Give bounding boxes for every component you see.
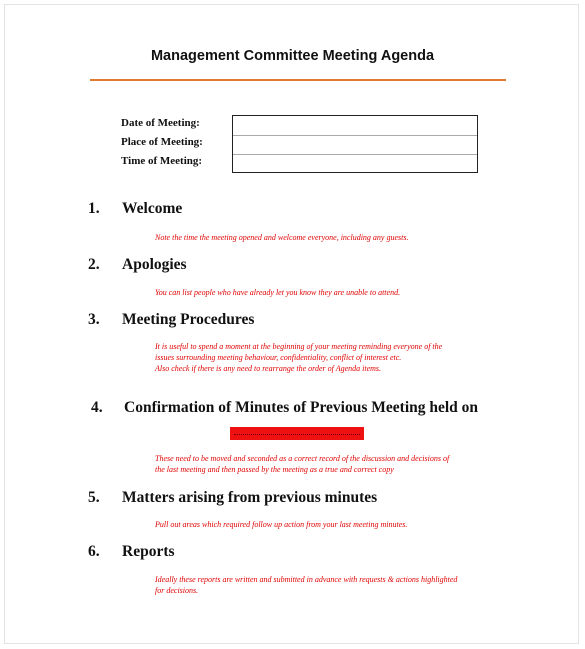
section-3-note [155, 341, 442, 374]
place-of-meeting-field[interactable] [233, 135, 477, 154]
section-2-number: 2. [88, 256, 100, 273]
section-5-title: Matters arising from previous minutes [122, 489, 378, 506]
section-6-title: Reports [122, 543, 175, 560]
section-4-number: 4. [91, 399, 103, 416]
section-6-note [155, 574, 457, 596]
section-3-note-line: Also check if there is any need to rearrange the order of Agenda items. [155, 364, 382, 373]
meeting-date-highlight-field[interactable] [230, 427, 364, 440]
place-of-meeting-label: Place of Meeting: [121, 136, 203, 148]
section-1-note [155, 232, 408, 243]
section-4-note [155, 453, 449, 475]
section-5-note-line: Pull out areas which required follow up action from your last meeting minutes. [155, 520, 408, 529]
document-title: Management Committee Meeting Agenda [150, 48, 435, 64]
section-3-number: 3. [88, 311, 100, 328]
section-5-note [155, 519, 407, 530]
section-3-note-line: It is useful to spend a moment at the beginning of your meeting reminding everyone of the [155, 342, 443, 351]
section-1-title: Welcome [122, 200, 183, 217]
section-4-note-line: These need to be moved and seconded as a correct record of the discussion and decisions of [155, 454, 450, 463]
section-4-title: Confirmation of Minutes of Previous Meeting held on [124, 399, 479, 416]
meeting-details-box [232, 115, 478, 173]
time-of-meeting-label: Time of Meeting: [121, 155, 203, 167]
section-2-title: Apologies [122, 256, 187, 273]
section-6-number: 6. [88, 543, 100, 560]
title-divider [90, 79, 506, 81]
date-of-meeting-label: Date of Meeting: [121, 117, 200, 129]
time-of-meeting-field[interactable] [233, 154, 477, 173]
date-of-meeting-field[interactable] [233, 116, 477, 135]
meeting-details-labels [121, 116, 203, 173]
section-1-number: 1. [88, 200, 100, 217]
section-3-title: Meeting Procedures [122, 311, 255, 328]
section-4-note-line: the last meeting and then passed by the meeting as a true and correct copy [155, 465, 394, 474]
section-2-note-line: You can list people who have already let you know they are unable to attend. [155, 288, 401, 297]
section-2-note [155, 287, 400, 298]
section-6-note-line: for decisions. [155, 586, 199, 595]
section-3-note-line: issues surrounding meeting behaviour, confidentiality, conflict of interest etc. [155, 353, 402, 362]
section-5-number: 5. [88, 489, 100, 506]
section-6-note-line: Ideally these reports are written and submitted in advance with requests & actions highlighted [155, 575, 458, 584]
section-1-note-line: Note the time the meeting opened and welcome everyone, including any guests. [155, 233, 409, 242]
